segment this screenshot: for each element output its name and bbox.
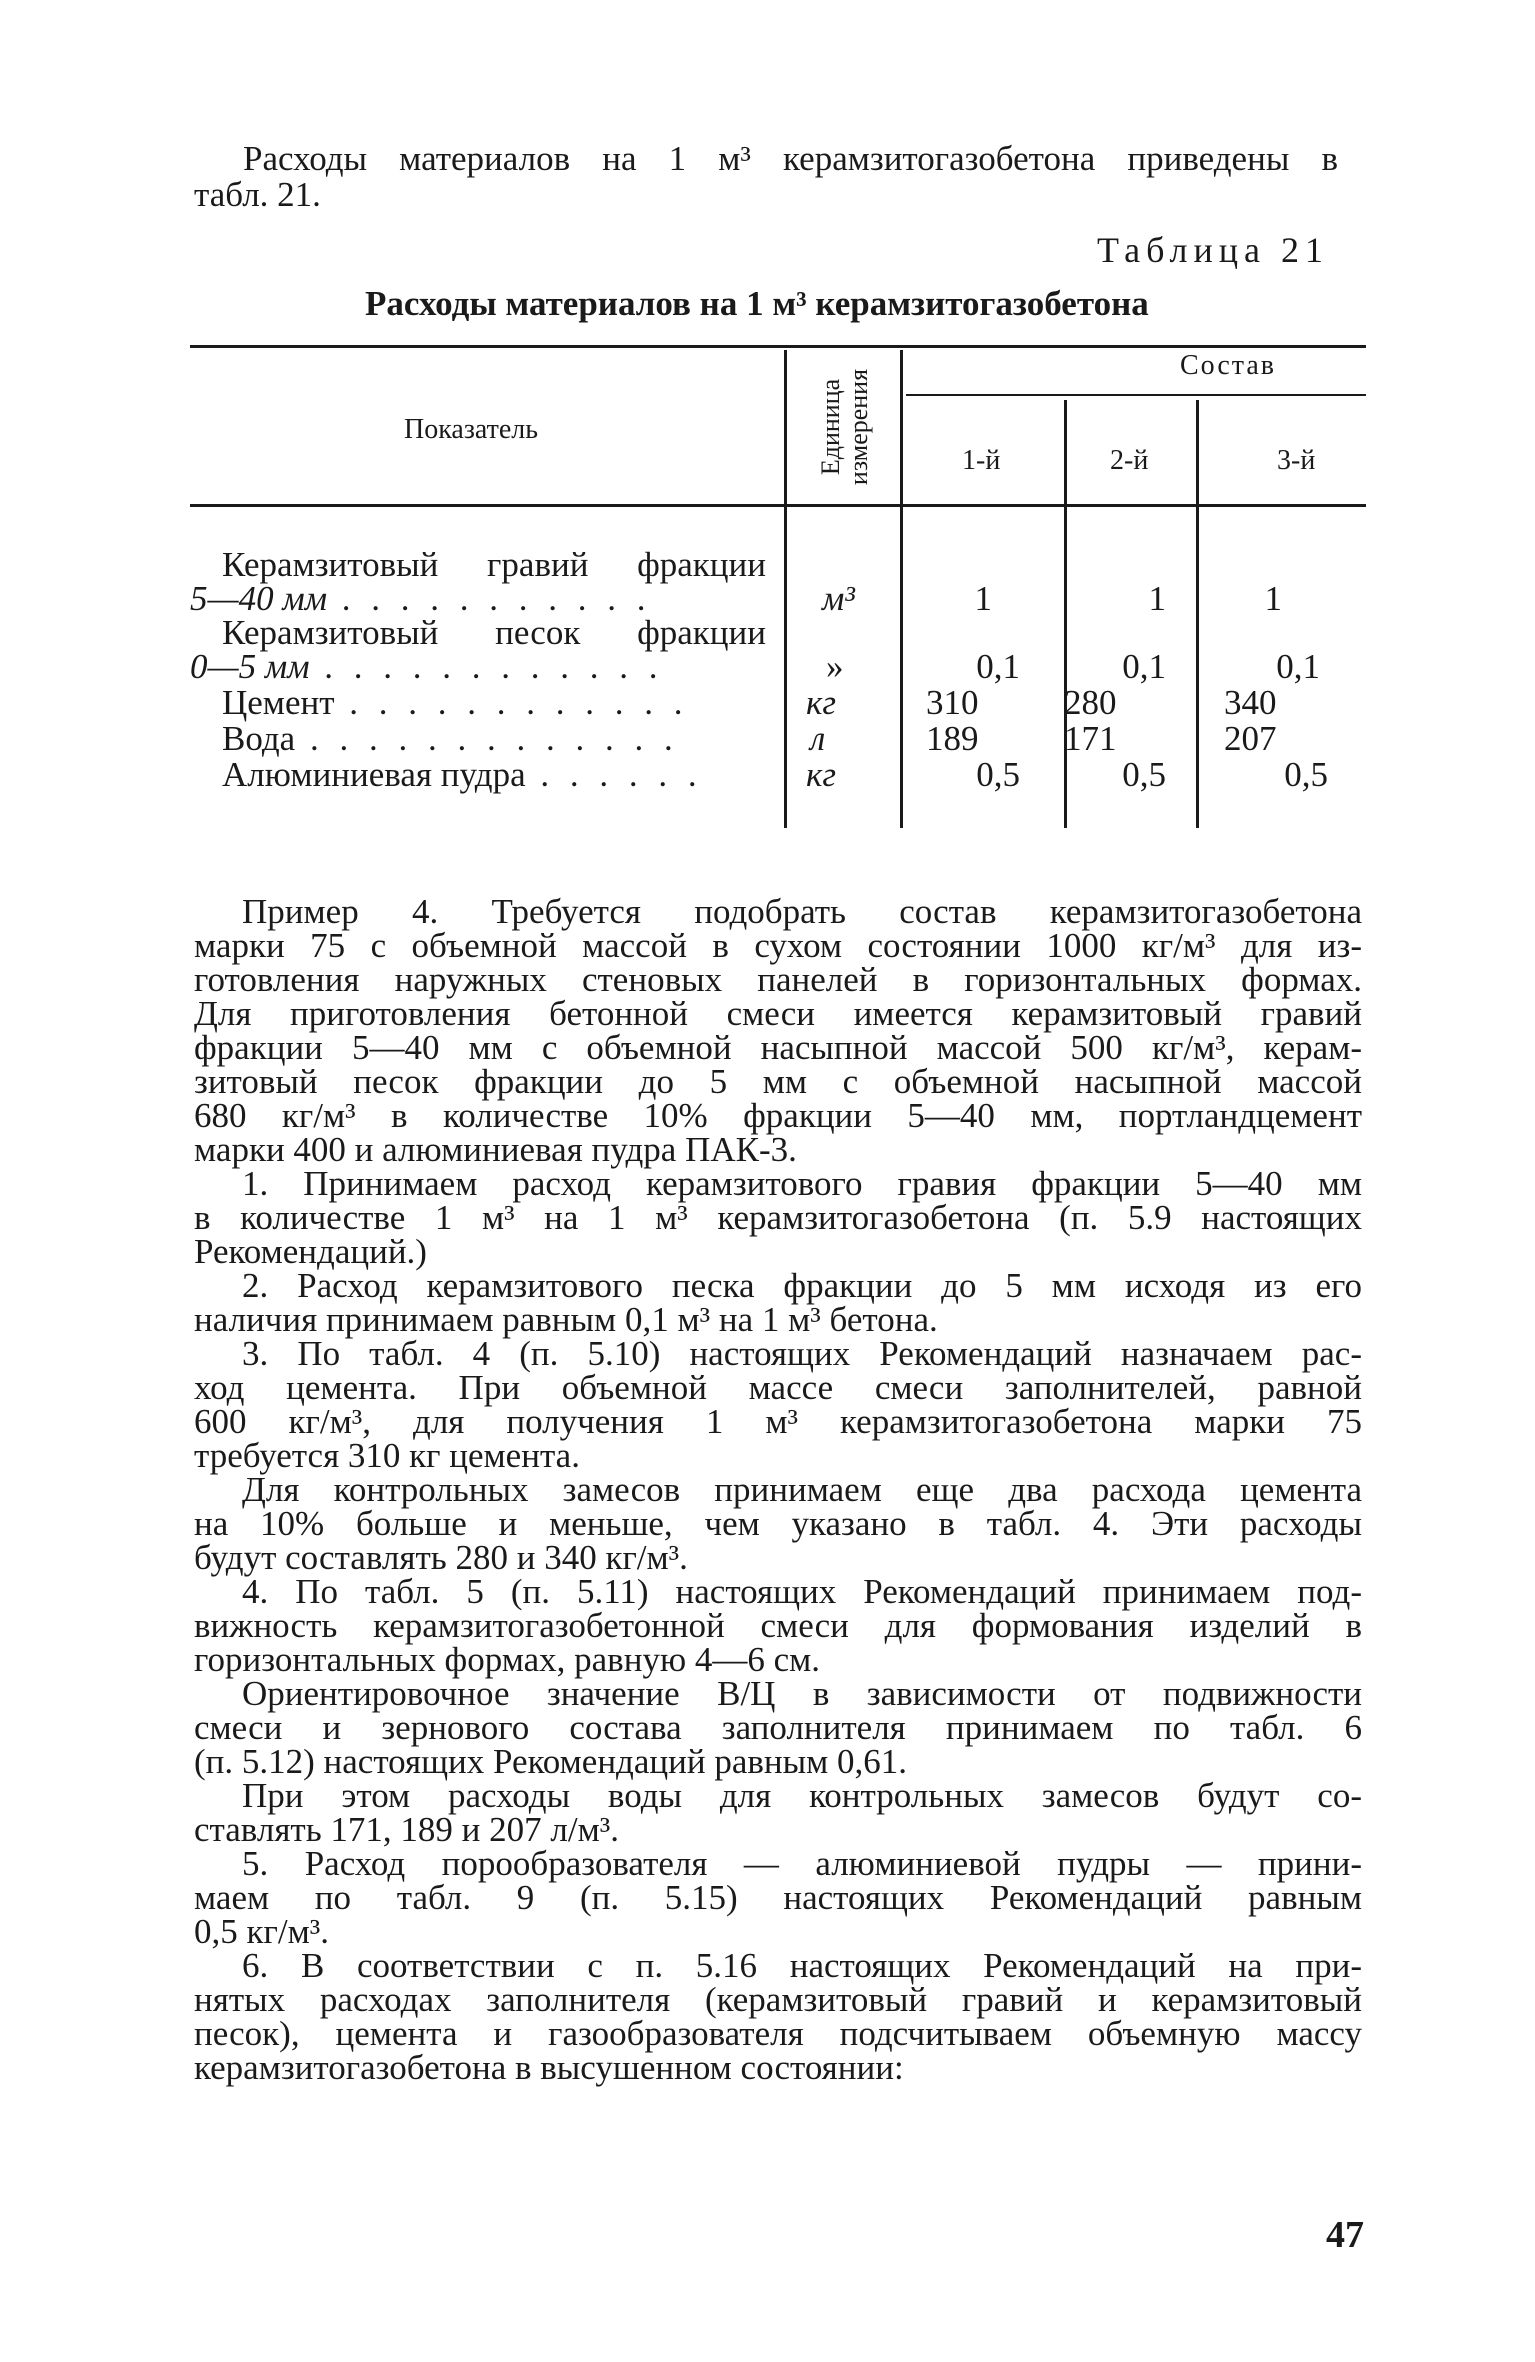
example-line: 5. Расход порообразователя — алюминиевой пудры — прини-: [242, 1844, 1362, 1883]
table-value-cell: 0,5: [1122, 755, 1166, 794]
table-value-cell: 207: [1224, 719, 1277, 758]
example-line: 4. По табл. 5 (п. 5.11) настоящих Рекомендаций принимаем под-: [242, 1572, 1362, 1611]
table-value-cell: 1: [974, 579, 992, 618]
example-line: будут составлять 280 и 340 кг/м³.: [194, 1538, 688, 1577]
example-line: 680 кг/м³ в количестве 10% фракции 5—40 мм, портландцемент: [194, 1096, 1362, 1135]
table-divider-unit: [900, 350, 903, 828]
example-line: 1. Принимаем расход керамзитового гравия фракции 5—40 мм: [242, 1164, 1362, 1203]
table-value-cell: 1: [1264, 579, 1282, 618]
table-unit-cell: кг: [806, 683, 837, 722]
table-row-label-text: Алюминиевая пудра: [222, 755, 526, 794]
table-header-col-1: 1-й: [962, 445, 1001, 476]
table-value-cell: 310: [926, 683, 979, 722]
table-value-cell: 0,1: [1276, 647, 1320, 686]
example-line: на 10% больше и меньше, чем указано в табл. 4. Эти расходы: [194, 1504, 1362, 1543]
example-line: требуется 310 кг цемента.: [194, 1436, 580, 1475]
dot-leader: . . . . . . . . . . . .: [334, 683, 689, 722]
table-row-label: [222, 683, 689, 722]
example-line: керамзитогазобетона в высушенном состоянии:: [194, 2048, 904, 2087]
example-line: Для контрольных замесов принимаем еще два расхода цемента: [242, 1470, 1362, 1509]
table-divider-col2: [1196, 400, 1199, 828]
example-line: песок), цемента и газообразователя подсчитываем объемную массу: [194, 2014, 1362, 2053]
example-line: (п. 5.12) настоящих Рекомендаций равным 0,61.: [194, 1742, 908, 1781]
example-line: марки 75 с объемной массой в сухом состоянии 1000 кг/м³ для из-: [194, 926, 1362, 965]
example-line: вижность керамзитогазобетонной смеси для формования изделий в: [194, 1606, 1362, 1645]
table-value-cell: 0,1: [1122, 647, 1166, 686]
dot-leader: . . . . . . . . . . . .: [309, 647, 664, 686]
table-value-cell: 171: [1064, 719, 1117, 758]
example-line: нятых расходах заполнителя (керамзитовый гравий и керамзитовый: [194, 1980, 1362, 2019]
table-value-cell: 1: [1148, 579, 1166, 618]
table-row-label: Керамзитовый песок фракции: [222, 613, 766, 652]
example-line: в количестве 1 м³ на 1 м³ керамзитогазобетона (п. 5.9 настоящих: [194, 1198, 1362, 1237]
table-divider-indicator: [784, 350, 787, 828]
intro-line-1: Расходы материалов на 1 м³ керамзитогазобетона приведены в: [243, 139, 1338, 178]
example-line: ставлять 171, 189 и 207 л/м³.: [194, 1810, 619, 1849]
table-value-cell: 340: [1224, 683, 1277, 722]
table-unit-cell: м³: [822, 579, 855, 618]
intro-line-2: табл. 21.: [194, 175, 321, 214]
table-value-cell: 0,5: [976, 755, 1020, 794]
dot-leader: . . . . . .: [525, 755, 703, 794]
table-header-composition: Состав: [1180, 350, 1277, 381]
table-row-label: [222, 755, 703, 794]
table-title: Расходы материалов на 1 м³ керамзитогазобетона: [365, 284, 1149, 323]
table-row-label-text: 5—40 мм: [190, 579, 328, 618]
table-row-label: [190, 579, 652, 618]
table-row-label: [222, 719, 679, 758]
example-line: Ориентировочное значение В/Ц в зависимости от подвижности: [242, 1674, 1362, 1713]
example-line: Для приготовления бетонной смеси имеется керамзитовый гравий: [194, 994, 1362, 1033]
example-line: фракции 5—40 мм с объемной насыпной массой 500 кг/м³, керам-: [194, 1028, 1362, 1067]
example-line: Пример 4. Требуется подобрать состав керамзитогазобетона: [242, 892, 1362, 931]
table-row-label: [190, 647, 664, 686]
table-value-cell: 280: [1064, 683, 1117, 722]
example-line: 3. По табл. 4 (п. 5.10) настоящих Рекомендаций назначаем рас-: [242, 1334, 1362, 1373]
table-header-col-3: 3-й: [1277, 445, 1316, 476]
dot-leader: . . . . . . . . . . . . .: [295, 719, 679, 758]
table-header-unit: [795, 352, 895, 502]
example-line: 0,5 кг/м³.: [194, 1912, 329, 1951]
example-line: зитовый песок фракции до 5 мм с объемной насыпной массой: [194, 1062, 1362, 1101]
table-top-rule: [190, 345, 1366, 348]
example-line: смеси и зернового состава заполнителя принимаем по табл. 6: [194, 1708, 1362, 1747]
table-divider-col1: [1064, 400, 1067, 828]
example-line: 600 кг/м³, для получения 1 м³ керамзитогазобетона марки 75: [194, 1402, 1362, 1441]
table-unit-cell: кг: [806, 755, 837, 794]
example-text: [194, 892, 1362, 2087]
table-unit-cell: »: [826, 647, 844, 686]
example-line: ход цемента. При объемной массе смеси заполнителей, равной: [194, 1368, 1362, 1407]
table-header-unit-label: Единица измерения: [816, 368, 873, 486]
table-row-label-text: Вода: [222, 719, 296, 758]
example-line: 6. В соответствии с п. 5.16 настоящих Рекомендаций на при-: [242, 1946, 1362, 1985]
table-composition-rule: [906, 394, 1366, 396]
example-line: Рекомендаций.): [194, 1232, 427, 1271]
example-line: готовления наружных стеновых панелей в горизонтальных формах.: [194, 960, 1362, 999]
example-line: маем по табл. 9 (п. 5.15) настоящих Рекомендаций равным: [194, 1878, 1362, 1917]
table-value-cell: 189: [926, 719, 979, 758]
table-value-cell: 0,5: [1284, 755, 1328, 794]
table-header-indicator: Показатель: [404, 414, 538, 445]
table-value-cell: 0,1: [976, 647, 1020, 686]
table-row-label: Керамзитовый гравий фракции: [222, 545, 766, 584]
example-line: марки 400 и алюминиевая пудра ПАК-3.: [194, 1130, 797, 1169]
table-header-col-2: 2-й: [1110, 445, 1149, 476]
table-header-bottom-rule: [190, 504, 1366, 507]
table-row-label-text: Цемент: [222, 683, 335, 722]
example-line: При этом расходы воды для контрольных замесов будут со-: [242, 1776, 1362, 1815]
page-number: 47: [1326, 2214, 1364, 2256]
dot-leader: . . . . . . . . . . .: [327, 579, 652, 618]
table-number-label: Таблица 21: [1097, 230, 1329, 270]
table-unit-cell: л: [810, 719, 826, 758]
example-line: наличия принимаем равным 0,1 м³ на 1 м³ бетона.: [194, 1300, 938, 1339]
table-row-label-text: 0—5 мм: [190, 647, 310, 686]
example-line: горизонтальных формах, равную 4—6 см.: [194, 1640, 821, 1679]
example-line: 2. Расход керамзитового песка фракции до 5 мм исходя из его: [242, 1266, 1362, 1305]
